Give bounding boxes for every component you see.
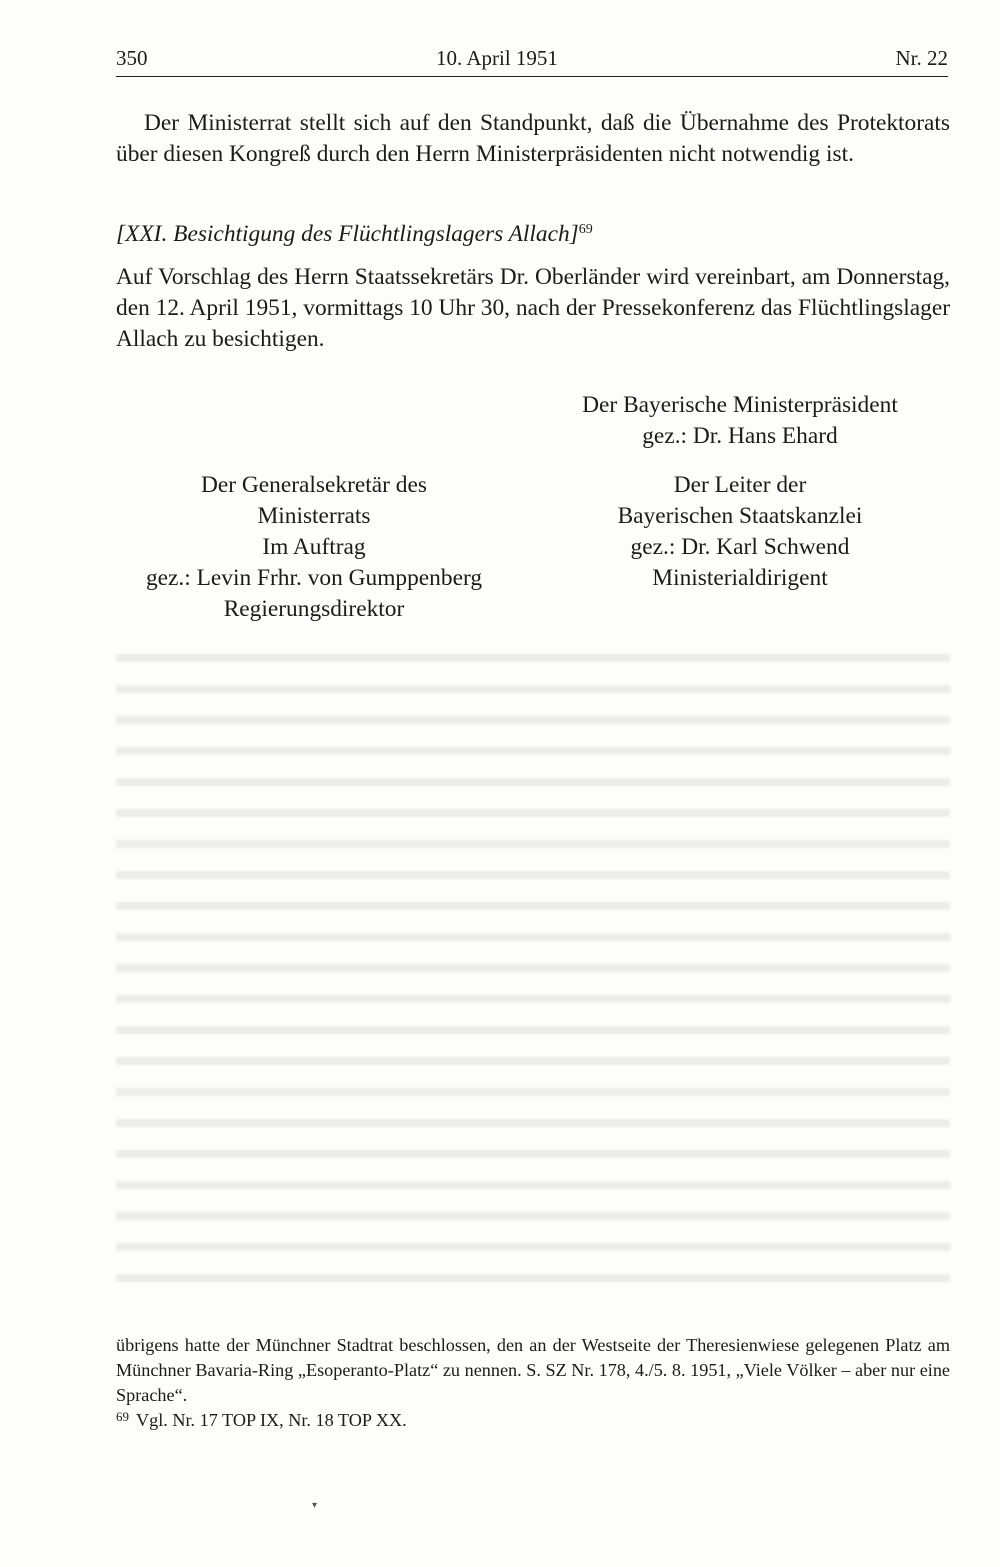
signature-name: gez.: Dr. Karl Schwend	[630, 534, 850, 560]
signature-generalsekretaer	[116, 470, 512, 625]
signature-name: gez.: Levin Frhr. von Gumppenberg	[145, 565, 483, 591]
signature-ministerpraesident	[540, 390, 940, 452]
paragraph-visit: Auf Vorschlag des Herrn Staatssekretärs Dr. Oberländer wird vereinbart, am Donnerstag, den 12. April 1951, vormittags 10 Uhr 30, nach der Pressekonferenz das Flüchtlingslager Allach zu besichtigen.	[116, 264, 950, 352]
section-heading-text: [XXI. Besichtigung des Flüchtlingslagers Allach]	[116, 221, 579, 247]
footnote-continuation: übrigens hatte der Münchner Stadtrat beschlossen, den an der Westseite der Theresienwiese gelegenen Platz am Münchner Bavaria-Ring „Esoperanto-Platz“ zu nennen. S. SZ Nr. 178, 4./5. 8. 1951, „Viele Völker – aber nur eine Sprache“.	[116, 1335, 950, 1405]
footnotes	[116, 1333, 950, 1433]
page-mark: ▾	[312, 1500, 318, 1511]
signature-rank: Regierungsdirektor	[223, 596, 405, 622]
document-number: Nr. 22	[895, 46, 948, 70]
signature-authority: Im Auftrag	[262, 534, 366, 560]
signature-title: Der Bayerische Ministerpräsident	[582, 392, 898, 418]
signature-rank: Ministerialdirigent	[652, 565, 828, 591]
footnote-marker: 69	[116, 1409, 129, 1424]
footnote-text: Vgl. Nr. 17 TOP IX, Nr. 18 TOP XX.	[136, 1410, 407, 1430]
signature-title: Der Generalsekretär des	[201, 472, 427, 498]
signature-staatskanzlei	[540, 470, 940, 594]
footnote-ref-69: 69	[578, 222, 593, 237]
paragraph-protectorate: Der Ministerrat stellt sich auf den Standpunkt, daß die Übernahme des Protektorats über diesen Kongreß durch den Herrn Ministerpräsidenten nicht notwendig ist.	[116, 110, 950, 167]
signature-title-cont: Bayerischen Staatskanzlei	[617, 503, 863, 529]
signature-title-cont: Ministerrats	[257, 503, 371, 529]
signature-title: Der Leiter der	[673, 472, 807, 498]
footnote-69	[116, 1408, 950, 1433]
page-header	[116, 44, 948, 77]
signature-name: gez.: Dr. Hans Ehard	[642, 423, 838, 449]
header-date: 10. April 1951	[436, 46, 558, 70]
show-through-texture	[116, 640, 950, 1300]
section-heading	[116, 214, 950, 250]
page-number: 350	[116, 46, 148, 70]
